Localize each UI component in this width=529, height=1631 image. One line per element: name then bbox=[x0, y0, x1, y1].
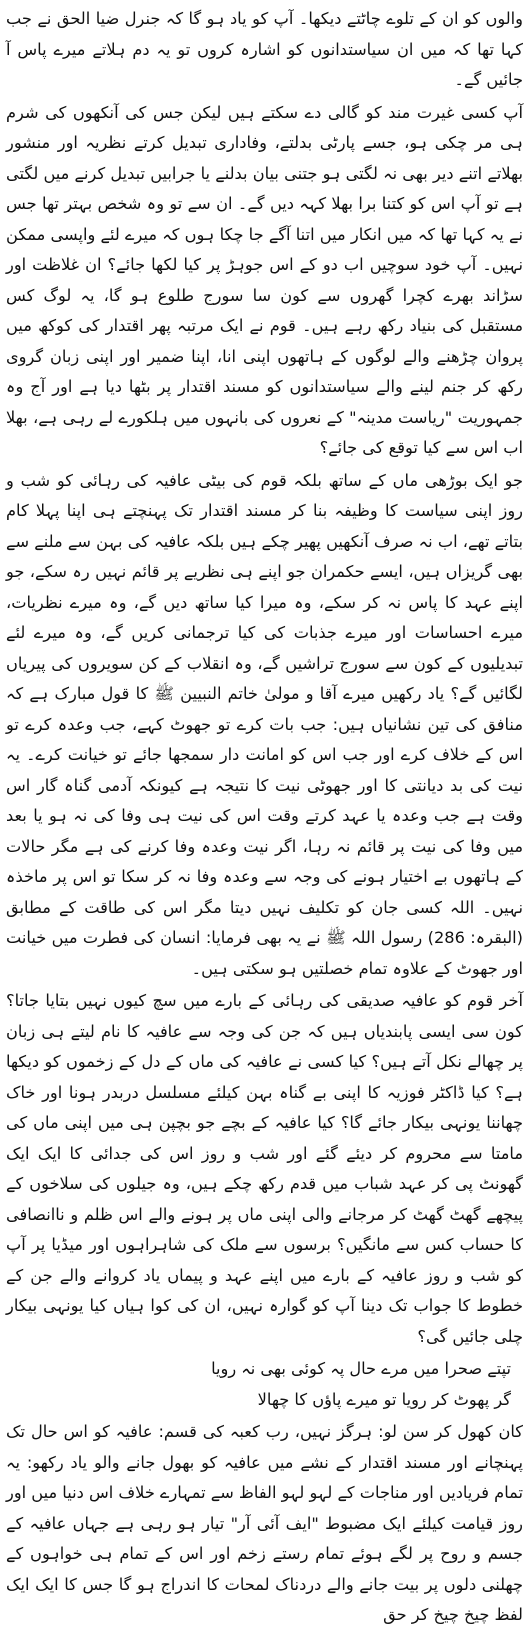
article-paragraph-closing: کان کھول کر سن لو: ہرگز نہیں، رب کعبہ کی قسم: عافیہ کو اس حال تک پہنچانے اور مسند اقتدار کے نشے میں عافیہ کو بھول جانے والو یاد رکھو: یہ تمام فریادیں اور مناجات کے لہو لہو الفاظ سے تمہارے خلاف اس دنیا میں اور روز قیامت کیلئے ایک مضبوط "ایف آئی آر" تیار ہو رہی ہے جہاں عافیہ کے جسم و روح پر لگے ہوئے تمام رستے زخم اور اس کے تمام ہی خواہوں کے چھلنی دلوں پر بیت جانے والے دردناک لمحات کا اندراج ہو گا جس کا ایک ایک لفظ چیخ چیخ کر حق bbox=[6, 1422, 523, 1624]
poetry-verse bbox=[6, 1354, 523, 1415]
article-paragraph-opening: والوں کو ان کے تلوے چاٹتے دیکھا۔ آپ کو یاد ہو گا کہ جنرل ضیا الحق نے جب کہا تھا کہ میں ان سیاستدانوں کو اشارہ کروں تو یہ دم ہلاتے میرے پاس آ جائیں گے۔ bbox=[6, 9, 523, 89]
verse-line-1: تپتے صحرا میں مرے حال پہ کوئی بھی نہ رویا bbox=[211, 1359, 511, 1378]
article-paragraph-hypocrisy: جو ایک بوڑھی ماں کے ساتھ بلکہ قوم کی بیٹی عافیہ کی رہائی کو شب و روز اپنی سیاست کا وظیفہ بنا کر مسند اقتدار تک پہنچتے ہی اپنا پہلا کام بتاتے تھے، اب نہ صرف آنکھیں پھیر چکے ہیں بلکہ عافیہ کی بہن سے ملنے سے بھی گریزاں ہیں، ایسے حکمران جو اپنے ہی نظریے پر قائم نہیں رہ سکے، جو اپنے عہد کا پاس نہ کر سکے، وہ میرا کیا ساتھ دیں گے، وہ میرے نظریات، میرے احساسات اور میرے جذبات کی کیا ترجمانی کریں گے، وہ میرے لئے تبدیلیوں کے کون سے سورج تراشیں گے، وہ انقلاب کے کن سویروں کی پیریاں لگائیں گے؟ یاد رکھیں میرے آقا و مولیٰ خاتم النبیین ﷺ کا قول مبارک ہے کہ منافق کی تین نشانیاں ہیں: جب بات کرے تو جھوٹ کہے، جب وعدہ کرے تو اس کے خلاف کرے اور جب اس کو امانت دار سمجھا جائے تو خیانت کرے۔ یہ نیت کی بد دیانتی کا اور جھوٹی نیت کا نتیجہ ہے کیونکہ آدمی گناہ گار اس وقت ہے جب وعدہ یا عہد کرتے وقت اس کی نیت ہی وفا کی نہ ہو یا بعد میں وفا کی نیت پر قائم نہ رہا، اگر نیت وعدہ وفا کرنے کی ہے مگر حالات کے ہاتھوں بے اختیار ہونے کی وجہ سے وعدہ وفا نہ کر سکا تو اس پر ماخذہ نہیں۔ اللہ کسی جان کو تکلیف نہیں دیتا مگر اس کی طاقت کے مطابق (البقرہ: 286) رسول اللہ ﷺ نے یہ بھی فرمایا: انسان کی فطرت میں خیانت اور جھوٹ کے علاوہ تمام خصلتیں ہو سکتی ہیں۔ bbox=[6, 470, 523, 978]
article-paragraph-aafia-questions: آخر قوم کو عافیہ صدیقی کی رہائی کے بارے میں سچ کیوں نہیں بتایا جاتا؟ کون سی ایسی پابندیاں ہیں کہ جن کی وجہ سے عافیہ کا نام لیتے ہی زبان پر چھالے نکل آتے ہیں؟ کیا کسی نے عافیہ کی ماں کے دل کے زخموں کو دیکھا ہے؟ کیا ڈاکٹر فوزیہ کا اپنی بے گناہ بہن کیلئے مسلسل دربدر ہونا اور خاک چھاننا یونہی بیکار جائے گا؟ کیا عافیہ کے بچے جو بچپن ہی میں اپنی ماں کی مامتا سے محروم کر دیئے گئے اور شب و روز اس کی جدائی کا ایک ایک گھونٹ پی کر عہد شباب میں قدم رکھ چکے ہیں، وہ جیلوں کی سلاخوں کے پیچھے گھٹ گھٹ کر مرجانے والی اپنی ماں پر ہونے والے اس ظلم و ناانصافی کا حساب کس سے مانگیں؟ برسوں سے ملک کی شاہراہوں اور میڈیا پر آپ کو شب و روز عافیہ کے بارے میں اپنے عہد و پیماں یاد کروانے والے جن کے خطوط کا جواب تک دینا آپ کو گوارہ نہیں، ان کی کوا ہیاں کیا یونہی بیکار چلی جائیں گی؟ bbox=[6, 991, 523, 1346]
verse-line-2: گر پھوٹ کر رویا تو میرے پاؤں کا چھالا bbox=[257, 1389, 511, 1409]
article-paragraph-politicians: آپ کسی غیرت مند کو گالی دے سکتے ہیں لیکن جس کی آنکھوں کی شرم ہی مر چکی ہو، جسے پارٹی بدلتے، وفاداری تبدیل کرتے نظریہ اور منشور بھلاتے اتنے دیر بھی نہ لگتی ہو جتنی بیان بدلنے یا جرابیں تبدیل کرنے میں لگتی ہے تو آپ اس کو کتنا برا بھلا کہہ دیں گے۔ ان سے تو وہ شخص بہتر تھا جس نے یہ کہا تھا کہ میں انکار میں اتنا آگے جا چکا ہوں کہ میرے لئے واپسی ممکن نہیں۔ آپ خود سوچیں اب دو کے اس جوہڑ پر کیا لکھا جائے؟ ان غلاظت اور سڑاند بھرے کچرا گھروں سے کون سا سورج طلوع ہو گا، یہ لوگ کس مستقبل کی بنیاد رکھ رہے ہیں۔ قوم نے ایک مرتبہ پھر اقتدار کی کوکھ میں پروان چڑھنے والے لوگوں کے ہاتھوں اپنی انا، اپنا ضمیر اور اپنی زبان گروی رکھ کر جنم لینے والے سیاستدانوں کو مسند اقتدار پر بٹھا دیا ہے اور آج وہ جمہوریت "ریاست مدینہ" کے نعروں کی بانہوں میں ہلکورے لے رہی ہے، بھلا اب اس سے کیا توقع کی جائے؟ bbox=[6, 102, 523, 457]
